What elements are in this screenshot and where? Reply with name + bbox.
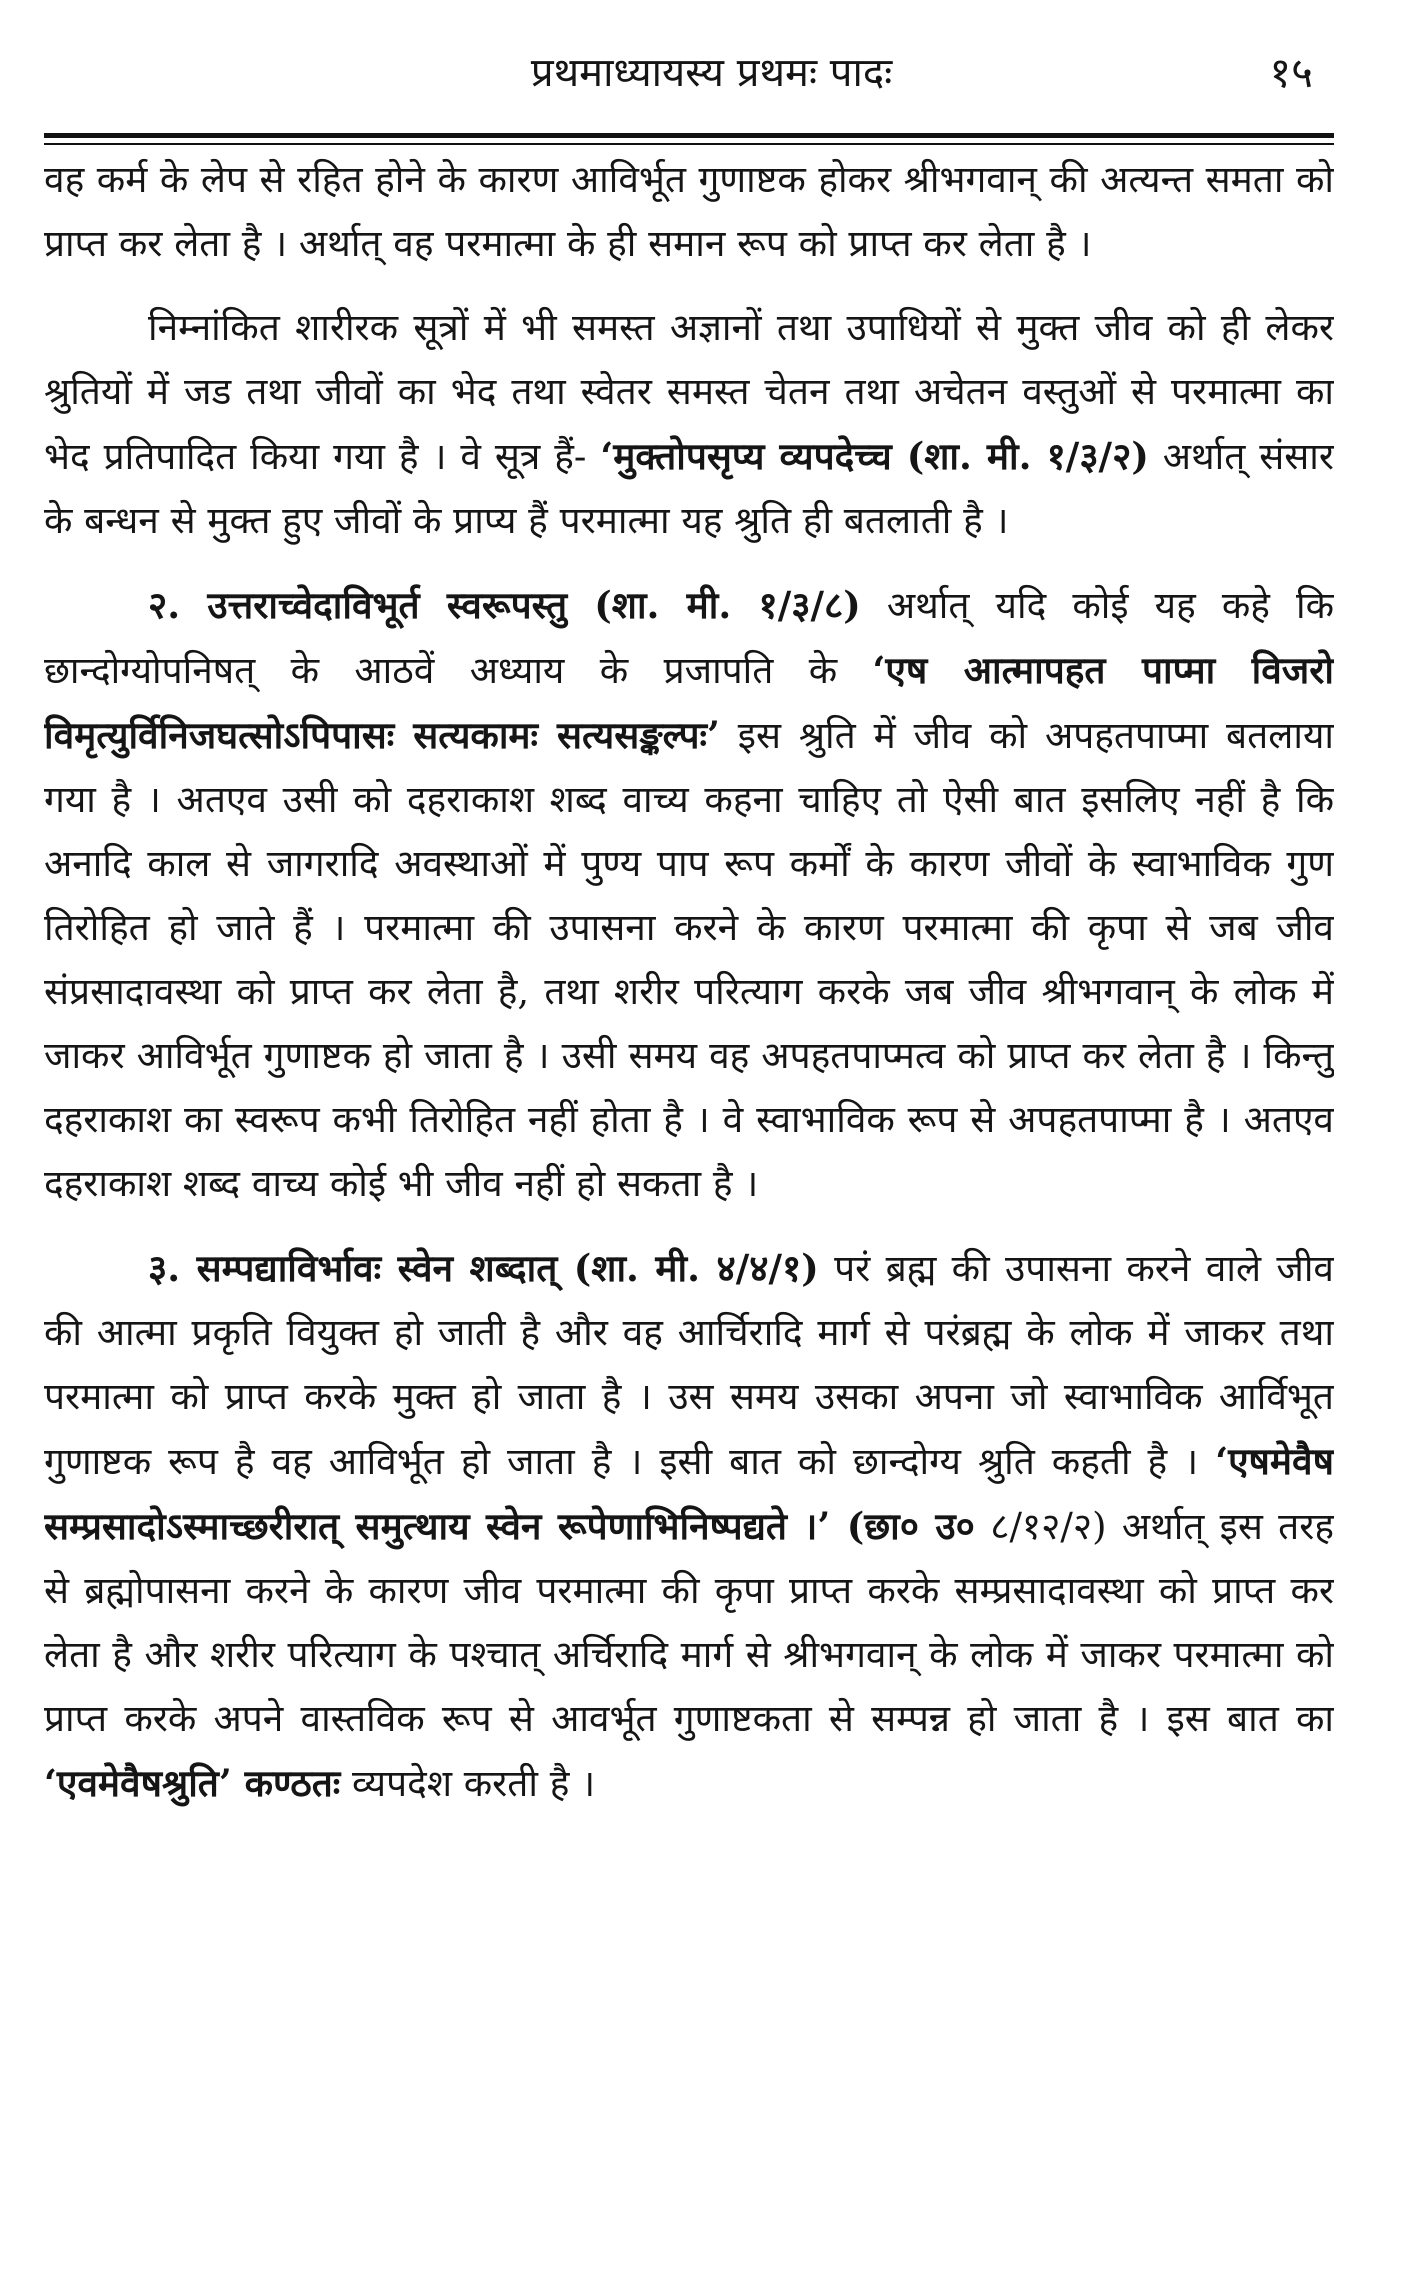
paragraph-text: ८/१२/२) अर्थात् इस तरह से ब्रह्मोपासना करने के कारण जीव परमात्मा की कृपा प्राप्त करके सम्प्रसादावस्था को प्राप्त कर लेता है और शरीर परित्याग के पश्चात् अर्चिरादि मार्ग से श्रीभगवान् के लोक में जाकर परमात्मा को प्राप्त करके अपने वास्तविक रूप से आवर्भूत गुणाष्टकता से सम्पन्न हो जाता है । इस बात का bbox=[44, 1505, 1334, 1740]
shruti-quote: ‘एषमेवैष सम्प्रसादोऽस्माच्छरीरात् समुत्थाय स्वेन रूपेणाभिनिष्पद्यते ।’ (छा० उ० bbox=[44, 1439, 1334, 1548]
body-text bbox=[44, 148, 1334, 2238]
paragraph-text: वह कर्म के लेप से रहित होने के कारण आविर्भूत गुणाष्टक होकर श्रीभगवान् की अत्यन्त समता को प्राप्त कर लेता है । अर्थात् वह परमात्मा के ही समान रूप को प्राप्त कर लेता है । bbox=[44, 158, 1334, 265]
sutra-reference: २. उत्तराच्वेदाविभूर्त स्वरूपस्तु (शा. मी. १/३/८) bbox=[148, 583, 861, 627]
paragraph-1 bbox=[44, 148, 1334, 276]
sutra-reference: ‘मुक्तोपसृप्य व्यपदेच्च (शा. मी. १/३/२) bbox=[600, 434, 1149, 478]
running-title: प्रथमाध्यायस्य प्रथमः पादः bbox=[530, 50, 893, 96]
page-header bbox=[0, 42, 1423, 106]
paragraph-text: अर्थात् संसार के बन्धन से मुक्त हुए जीवों के प्राप्य हैं परमात्मा यह श्रुति ही बतलाती है । bbox=[44, 435, 1334, 542]
header-rule bbox=[44, 133, 1334, 138]
shruti-quote: ‘एष आत्मापहत पाप्मा विजरो विमृत्युर्विनिजघत्सोऽपिपासः सत्यकामः सत्यसङ्कल्पः’ bbox=[44, 648, 1334, 757]
paragraph-text: निम्नांकित शारीरक सूत्रों में भी समस्त अज्ञानों तथा उपाधियों से मुक्त जीव को ही लेकर श्रुतियों में जड तथा जीवों का भेद तथा स्वेतर समस्त चेतन तथा अचेतन वस्तुओं से परमात्मा का भेद प्रतिपादित किया गया है । वे सूत्र हैं- bbox=[44, 306, 1334, 478]
paragraph-3 bbox=[44, 573, 1334, 1216]
sutra-reference: ३. सम्पद्याविर्भावः स्वेन शब्दात् (शा. मी. ४/४/१) bbox=[148, 1246, 819, 1290]
shruti-quote: ‘एवमेवैषश्रुति’ कण्ठतः bbox=[44, 1761, 341, 1805]
paragraph-text: परं ब्रह्म की उपासना करने वाले जीव की आत्मा प्रकृति वियुक्त हो जाती है और वह आर्चिरादि मार्ग से परंब्रह्म के लोक में जाकर तथा परमात्मा को प्राप्त करके मुक्त हो जाता है । उस समय उसका अपना जो स्वाभाविक आर्विभूत गुणाष्टक रूप है वह आविर्भूत हो जाता है । इसी बात को छान्दोग्य श्रुति कहती है । bbox=[44, 1247, 1334, 1483]
paragraph-4 bbox=[44, 1236, 1334, 1816]
paragraph-text: अर्थात् यदि कोई यह कहे कि छान्दोग्योपनिषत् के आठवें अध्याय के प्रजापति के bbox=[44, 584, 1334, 692]
page-number: १५ bbox=[1269, 48, 1313, 97]
header-rule-thin bbox=[44, 143, 1334, 145]
paragraph-2 bbox=[44, 296, 1334, 553]
paragraph-text: इस श्रुति में जीव को अपहतपाप्मा बतलाया गया है । अतएव उसी को दहराकाश शब्द वाच्य कहना चाहिए तो ऐसी बात इसलिए नहीं है कि अनादि काल से जागरादि अवस्थाओं में पुण्य पाप रूप कर्मों के कारण जीवों के स्वाभाविक गुण तिरोहित हो जाते हैं । परमात्मा की उपासना करने के कारण परमात्मा की कृपा से जब जीव संप्रसादावस्था को प्राप्त कर लेता है, तथा शरीर परित्याग करके जब जीव श्रीभगवान् के लोक में जाकर आविर्भूत गुणाष्टक हो जाता है । उसी समय वह अपहतपाप्मत्व को प्राप्त कर लेता है । किन्तु दहराकाश का स्वरूप कभी तिरोहित नहीं होता है । वे स्वाभाविक रूप से अपहतपाप्मा है । अतएव दहराकाश शब्द वाच्य कोई भी जीव नहीं हो सकता है । bbox=[44, 714, 1334, 1205]
paragraph-text: व्यपदेश करती है । bbox=[352, 1762, 596, 1805]
